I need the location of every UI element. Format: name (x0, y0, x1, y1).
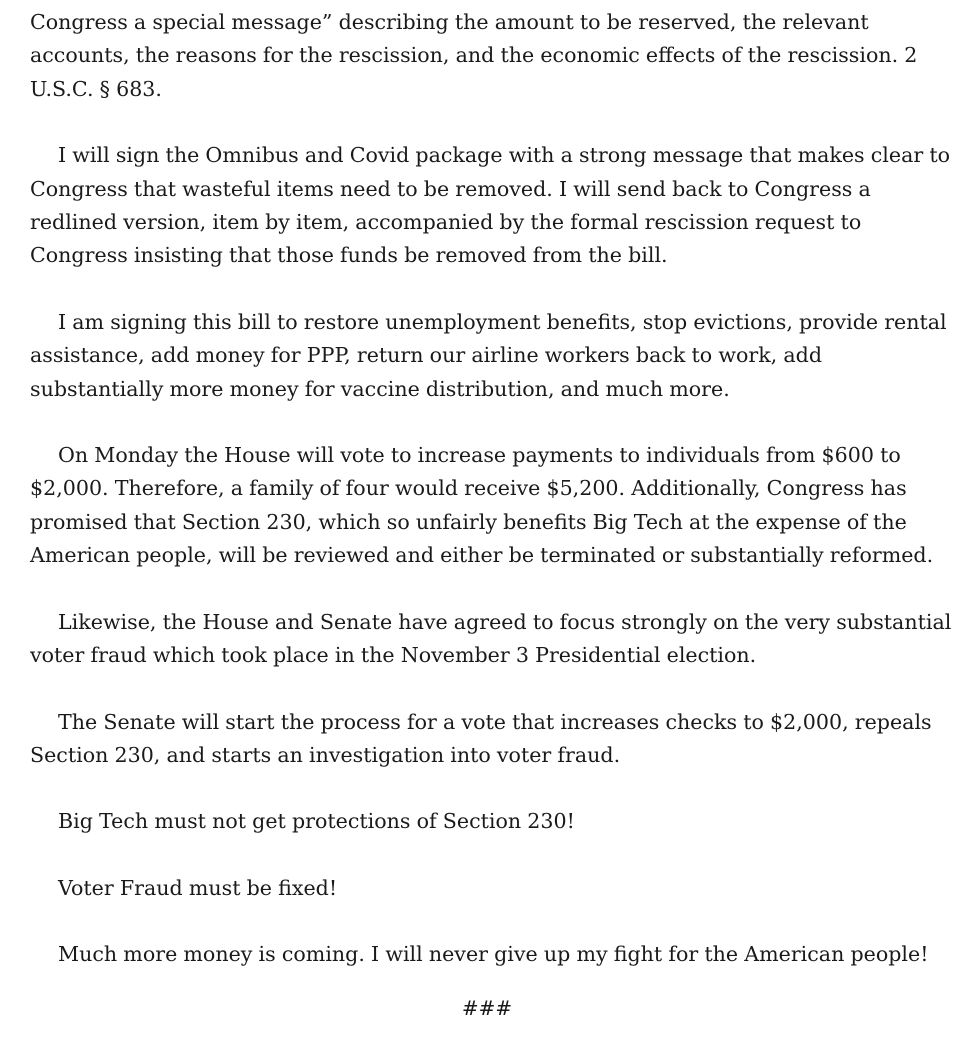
paragraph-big-tech: Big Tech must not get protections of Section 230! (58, 809, 575, 834)
end-mark: ### (461, 996, 513, 1020)
document-body (30, 6, 960, 1005)
paragraph-signing-bill: I am signing this bill to restore unemployment benefits, stop evictions, provide rental assistance, add money for PPP, return our airline workers back to work, add substantially more money for vaccine distribution, and much more. (30, 309, 947, 401)
paragraph-senate-process: The Senate will start the process for a vote that increases checks to $2,000, repeals Section 230, and starts an investigation into voter fraud. (30, 709, 932, 767)
paragraph-voter-fraud-fixed: Voter Fraud must be fixed! (58, 875, 338, 900)
paragraph-house-vote: On Monday the House will vote to increase payments to individuals from $600 to $2,000. Therefore, a family of four would receive $5,200. Additionally, Congress has promised that Section 230, which so unfairly benefits Big Tech at the expense of the American people, will be reviewed and either be terminated or substantially reformed. (30, 443, 934, 568)
paragraph-sign-omnibus: I will sign the Omnibus and Covid package with a strong message that makes clear to Congress that wasteful items need to be removed. I will send back to Congress a redlined version, item by item, accompanied by the formal rescission request to Congress insisting that those funds be removed from the bill. (30, 143, 951, 268)
paragraph-more-money: Much more money is coming. I will never give up my fight for the American people! (58, 942, 929, 967)
paragraph-voter-fraud-focus: Likewise, the House and Senate have agreed to focus strongly on the very substantial voter fraud which took place in the November 3 Presidential election. (30, 609, 952, 668)
paragraph-rescission-message: Congress a special message” describing the amount to be reserved, the relevant accounts, the reasons for the rescission, and the economic effects of the rescission. 2 U.S.C. § 683. (30, 10, 918, 101)
